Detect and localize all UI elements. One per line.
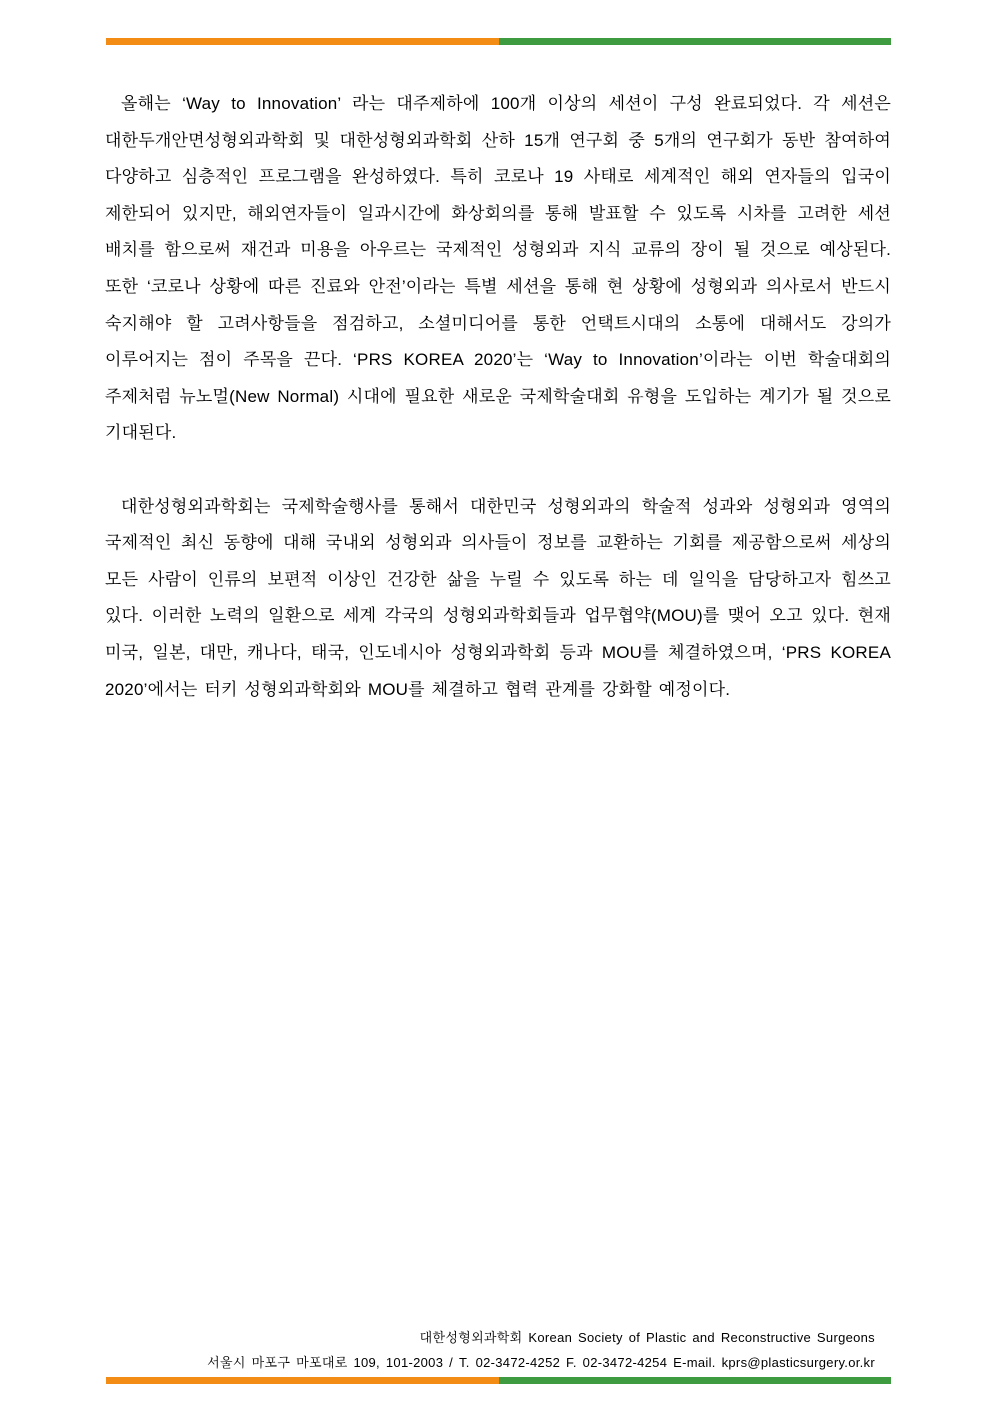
bottom-divider — [106, 1377, 891, 1384]
document-body — [105, 86, 891, 708]
bottom-divider-green-segment — [499, 1377, 892, 1384]
top-divider-orange-segment — [106, 38, 499, 45]
footer-contact: 서울시 마포구 마포대로 109, 101-2003 / T. 02-3472-4252 F. 02-3472-4254 E-mail. kprs@plasticsurgery.or.kr — [207, 1355, 875, 1370]
page-footer — [105, 1325, 875, 1375]
bottom-divider-orange-segment — [106, 1377, 499, 1384]
footer-organization: 대한성형외과학회 Korean Society of Plastic and Reconstructive Surgeons — [419, 1330, 875, 1345]
body-paragraph-1: 올해는 ‘Way to Innovation’ 라는 대주제하에 100개 이상의 세션이 구성 완료되었다. 각 세션은 대한두개안면성형외과학회 및 대한성형외과학회 산하 15개 연구회 중 5개의 연구회가 동반 참여하여 다양하고 심층적인 프로그램을 완성하였다. 특히 코로나 19 사태로 세계적인 해외 연자들의 입국이 제한되어 있지만, 해외연자들이 일과시간에 화상회의를 통해 발표할 수 있도록 시차를 고려한 세션 배치를 함으로써 재건과 미용을 아우르는 국제적인 성형외과 지식 교류의 장이 될 것으로 예상된다. 또한 ‘코로나 상황에 따른 진료와 안전’이라는 특별 세션을 통해 현 상황에 성형외과 의사로서 반드시 숙지해야 할 고려사항들을 점검하고, 소셜미디어를 통한 언택트시대의 소통에 대해서도 강의가 이루어지는 점이 주목을 끈다. ‘PRS KOREA 2020’는 ‘Way to Innovation’이라는 이번 학술대회의 주제처럼 뉴노멀(New Normal) 시대에 필요한 새로운 국제학술대회 유형을 도입하는 계기가 될 것으로 기대된다. — [105, 94, 891, 443]
top-divider-green-segment — [499, 38, 892, 45]
body-paragraph-2: 대한성형외과학회는 국제학술행사를 통해서 대한민국 성형외과의 학술적 성과와 성형외과 영역의 국제적인 최신 동향에 대해 국내외 성형외과 의사들이 정보를 교환하는 기회를 제공함으로써 세상의 모든 사람이 인류의 보편적 이상인 건강한 삶을 누릴 수 있도록 하는 데 일익을 담당하고자 힘쓰고 있다. 이러한 노력의 일환으로 세계 각국의 성형외과학회들과 업무협약(MOU)를 맺어 오고 있다. 현재 미국, 일본, 대만, 캐나다, 태국, 인도네시아 성형외과학회 등과 MOU를 체결하였으며, ‘PRS KOREA 2020’에서는 터키 성형외과학회와 MOU를 체결하고 협력 관계를 강화할 예정이다. — [105, 496, 891, 699]
top-divider — [106, 38, 891, 45]
